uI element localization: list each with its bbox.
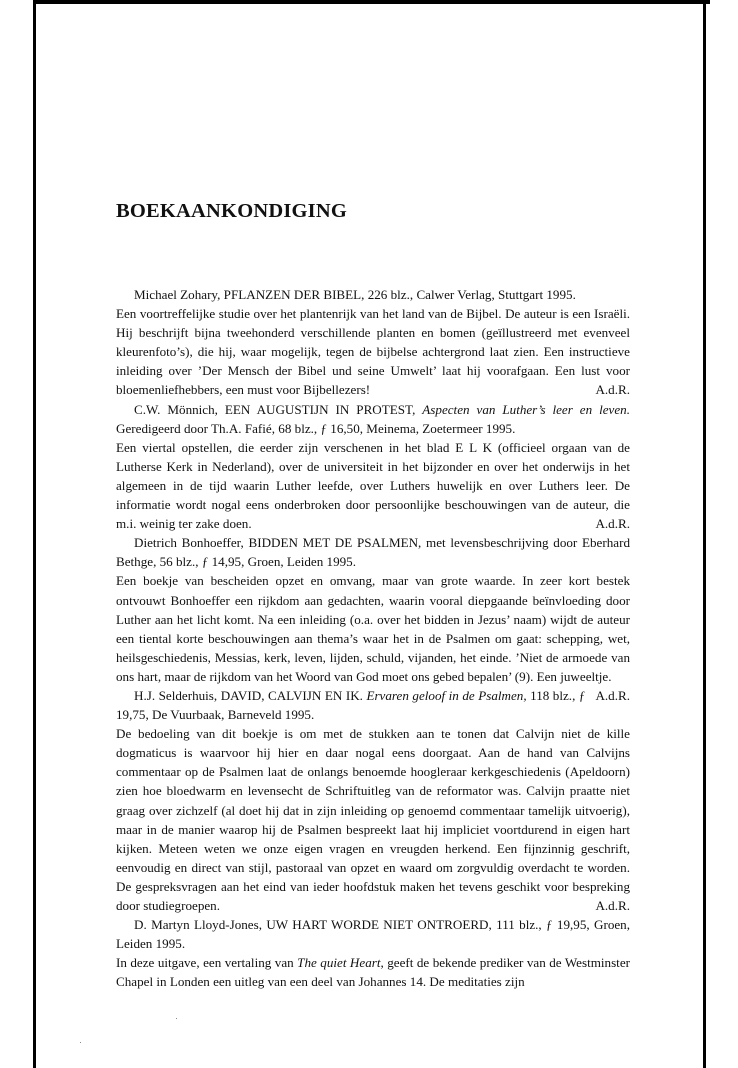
review-header	[116, 915, 630, 953]
review-item	[116, 686, 630, 915]
page-border-left	[33, 0, 36, 1068]
scan-speck	[176, 1018, 177, 1019]
review-item	[116, 915, 630, 991]
review-body	[116, 724, 630, 915]
review-header	[116, 686, 630, 724]
review-body-book-title: The quiet Heart,	[297, 955, 384, 971]
review-header-text: Dietrich Bonhoeffer, BIDDEN MET DE PSALMEN, met levensbeschrijving door Eberhard Bethge, 56 blz., ƒ 14,95, Groen, Leiden 1995.	[116, 535, 630, 570]
review-header-text: Michael Zohary, PFLANZEN DER BIBEL, 226 blz., Calwer Verlag, Stuttgart 1995.	[134, 287, 576, 302]
page-border-top	[33, 0, 710, 4]
review-body-text: In deze uitgave, een vertaling van	[116, 955, 298, 971]
scan-speck	[80, 1042, 81, 1043]
review-body-text-continued: geeft de bekende prediker van de Westminster Chapel in Londen een uitleg van een deel van Johannes 14. De meditaties zijn	[116, 955, 630, 990]
review-signature: A.d.R.	[595, 898, 630, 913]
review-header-text: C.W. Mönnich, EEN AUGUSTIJN IN PROTEST,	[134, 401, 423, 417]
review-signature: A.d.R.	[595, 382, 630, 398]
review-signature: A.d.R.	[595, 516, 630, 532]
page-border-right	[703, 0, 706, 1068]
review-header-text: H.J. Selderhuis, DAVID, CALVIJN EN IK.	[134, 687, 367, 703]
review-body-text: De bedoeling van dit boekje is om met de stukken aan te tonen dat Calvijn niet de kille dogmaticus is waarvoor hij hier en daar nogal eens doorgaat. Aan de hand van Calvijns commentaar op de Psalmen laat de onlangs benoemde hoogleraar kerkgeschiedenis (Apeldoorn) zien hoe bloedwarm en levensecht de Schriftuitleg van de reformator was. Calvijn praatte niet graag over zichzelf (al doet hij dat in zijn inleiding op genoemd commentaar tamelijk uitvoerig), maar in de manier waarop hij de Psalmen bespreekt laat hij impliciet voortdurend in eigen hart kijken. Meteen weten we onze eigen vragen en vreugden herkend. Een fijnzinnig geschrift, eenvoudig en direct van stijl, pastoraal van opzet en waard om zorgvuldig overdacht te worden. De gespreksvragen aan het eind van ieder hoofdstuk maken het tevens geschikt voor bespreking door studiegroepen.	[116, 726, 630, 913]
review-header-subtitle: Aspecten van Luther’s leer en leven.	[422, 401, 630, 417]
review-header-details: 118 blz., ƒ 19,75, De Vuurbaak, Barneveld 1995.	[116, 687, 586, 723]
review-list	[116, 285, 630, 991]
page-title: BOEKAANKONDIGING	[116, 200, 348, 222]
review-header-text: D. Martyn Lloyd-Jones, UW HART WORDE NIET ONTROERD, 111 blz., ƒ 19,95, Groen, Leiden 1995.	[116, 917, 630, 952]
review-body	[116, 438, 630, 533]
review-body	[116, 953, 630, 991]
review-body-text: Een boekje van bescheiden opzet en omvang, maar van grote waarde. In zeer kort bestek ontvouwt Bonhoeffer een rijkdom aan gedachten, waarin vooral diepgaande beïnvloeding door Luther aan het licht komt. Na een inleiding (o.a. over het bidden in Jezus’ naam) wijdt de auteur een tiental korte beschouwingen aan thema’s waar het in de Psalmen om gaat: schepping, wet, heilsgeschiedenis, Messias, kerk, leven, lijden, schuld, vijanden, het einde. ’Niet de armoede van ons hart, maar de rijkdom van het Woord van God moet ons gebed bepalen’ (9). Een juweeltje.	[116, 573, 630, 684]
review-signature: A.d.R.	[595, 687, 630, 703]
review-header	[116, 400, 630, 438]
review-item	[116, 285, 630, 400]
review-item	[116, 400, 630, 534]
review-header	[116, 533, 630, 571]
review-header	[116, 285, 630, 304]
review-header-subtitle: Ervaren geloof in de Psalmen,	[366, 687, 527, 703]
review-body	[116, 304, 630, 399]
review-body-text: Een viertal opstellen, die eerder zijn verschenen in het blad E L K (officieel orgaan van de Lutherse Kerk in Nederland), over de universiteit in het bijzonder en over het onderwijs in het algemeen in de tijd waarin Luther leefde, over Luthers huwelijk en over Luthers leer. De informatie wordt nogal eens onderbroken door persoonlijke beschouwingen van de auteur, die m.i. weinig ter zake doen.	[116, 439, 630, 532]
review-body-text: Een voortreffelijke studie over het plantenrijk van het land van de Bijbel. De auteur is een Israëli. Hij beschrijft bijna tweehonderd verschillende planten en bomen (geïllustreerd met evenveel kleurenfoto’s), die hij, waar mogelijk, tegen de bijbelse achtergrond laat zien. Een instructieve inleiding over ’Der Mensch der Bibel und seine Umwelt’ laat hij voorafgaan. Een lust voor bloemenliefhebbers, een must voor Bijbellezers!	[116, 306, 630, 398]
review-header-details: Geredigeerd door Th.A. Fafié, 68 blz., ƒ 16,50, Meinema, Zoetermeer 1995.	[116, 420, 516, 436]
